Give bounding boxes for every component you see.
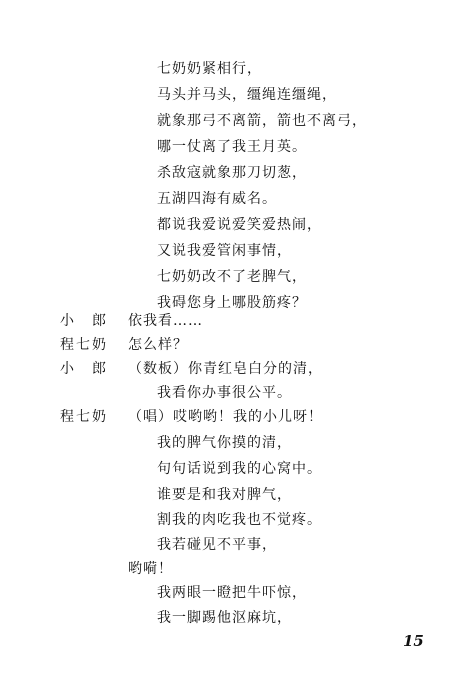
text-line-21: 哟嗬！ xyxy=(128,561,173,577)
text-line-6: 五湖四海有威名。 xyxy=(157,191,277,207)
text-line-2: 马头并马头，缰绳连缰绳， xyxy=(157,87,337,103)
speaker-name: 小 郎 xyxy=(60,313,108,329)
text-line-4: 哪一仗离了我王月英。 xyxy=(157,139,307,155)
text-line-14: 我看你办事很公平。 xyxy=(157,385,292,401)
text-line-15: （唱）哎哟哟！我的小儿呀！ xyxy=(128,409,323,425)
text-line-23: 我一脚踢他沤麻坑， xyxy=(157,610,292,626)
text-line-19: 割我的肉吃我也不觉疼。 xyxy=(157,512,322,528)
text-line-8: 又说我爱管闲事情， xyxy=(157,243,292,259)
speaker-name: 程七奶 xyxy=(60,337,108,353)
text-line-11: 依我看…… xyxy=(128,313,203,329)
text-line-10: 我碍您身上哪股筋疼？ xyxy=(157,295,307,311)
text-line-22: 我两眼一瞪把牛吓惊， xyxy=(157,585,307,601)
text-line-16: 我的脾气你摸的清， xyxy=(157,435,292,451)
text-line-20: 我若碰见不平事， xyxy=(157,537,277,553)
speaker-name: 小 郎 xyxy=(60,361,108,377)
text-line-5: 杀敌寇就象那刀切葱， xyxy=(157,165,307,181)
speaker-name: 程七奶 xyxy=(60,409,108,425)
text-line-18: 谁要是和我对脾气， xyxy=(157,487,292,503)
page-number: 15 xyxy=(403,632,424,650)
text-line-13: （数板）你青红皂白分的清， xyxy=(128,361,323,377)
text-line-7: 都说我爱说爱笑爱热闹， xyxy=(157,217,322,233)
text-line-17: 句句话说到我的心窝中。 xyxy=(157,461,322,477)
text-line-12: 怎么样？ xyxy=(128,337,188,353)
text-line-3: 就象那弓不离箭，箭也不离弓， xyxy=(157,113,367,129)
text-line-9: 七奶奶改不了老脾气， xyxy=(157,269,307,285)
text-line-1: 七奶奶紧相行， xyxy=(157,61,262,77)
